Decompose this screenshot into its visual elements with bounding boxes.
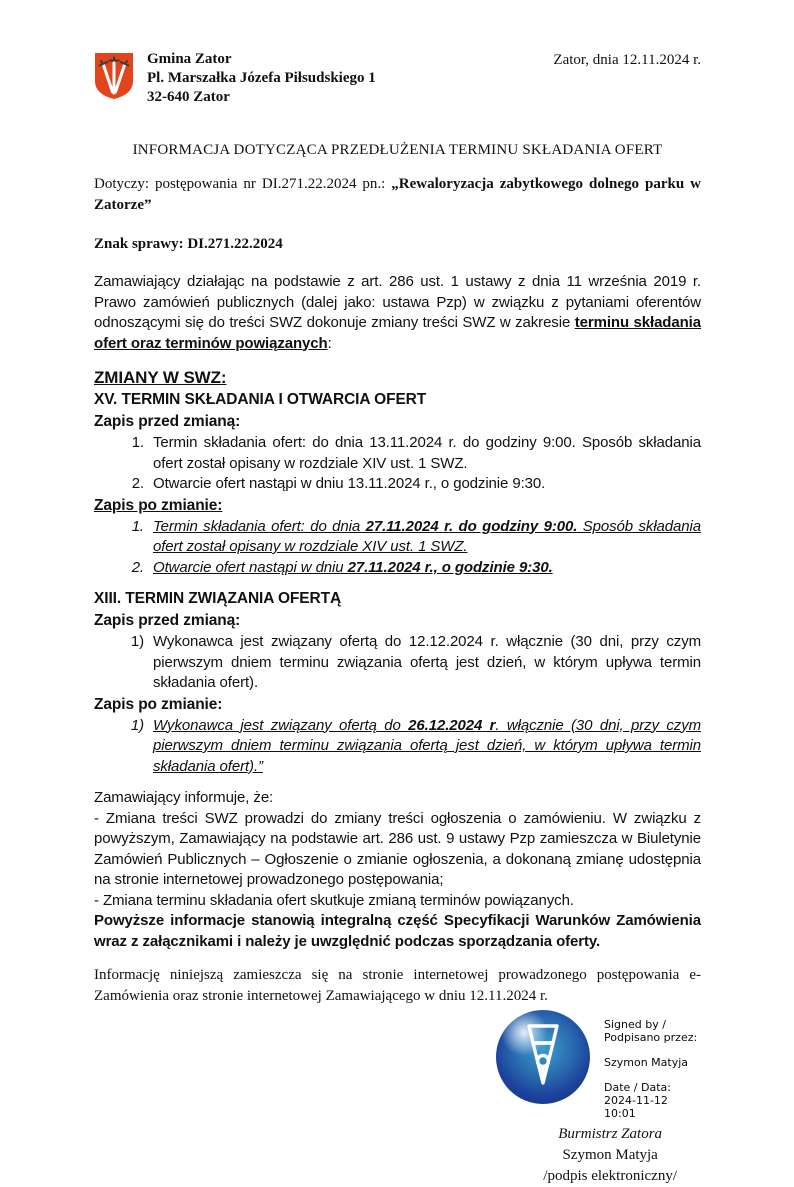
xiii-after-label: Zapis po zmianie: [94,695,223,713]
org-name: Gmina Zator [147,51,232,67]
subject-line [94,174,701,216]
list-item [94,474,701,495]
list-item [94,433,701,474]
item-bold-date: 26.12.2024 r [408,716,496,734]
intro-colon: : [327,334,332,352]
date-line: Zator, dnia 12.11.2024 r. [553,52,701,68]
list-number: 1. [131,517,144,535]
list-text [153,716,701,778]
item-bold-date: 27.11.2024 r. do godziny 9:00. [365,517,578,535]
subject-prefix: Dotyczy: postępowania nr DI.271.22.2024 pn.: [94,176,392,192]
item-text: Otwarcie ofert nastąpi w dniu [153,558,348,576]
electronic-signature-stamp [94,1010,709,1120]
org-address-block [147,50,376,107]
signature-note: /podpis elektroniczny/ [543,1168,677,1184]
signature-block [94,1124,701,1187]
xiii-before-list [94,632,701,694]
stamp-signed-by-pl: Podpisano przez: [604,1031,698,1044]
subject-name: „Rewaloryzacja zabytkowego dolnego parku w Zatorze” [94,176,701,213]
xiii-before-label: Zapis przed zmianą: [94,612,241,629]
stamp-text-block [604,1010,709,1120]
intro-paragraph [94,272,701,354]
stamp-date: 2024-11-12 [604,1094,668,1107]
org-address-line1: Pl. Marszałka Józefa Piłsudskiego 1 [147,70,376,86]
section-xv-heading: XV. TERMIN SKŁADANIA I OTWARCIA OFERT [94,391,427,408]
info-paragraph-1: - Zmiana treści SWZ prowadzi do zmiany treści ogłoszenia o zamówieniu. W związku z powyższym, Zamawiający na podstawie art. 286 ust. 9 ustawy Pzp zamieszcza w Biuletynie Zamówień Publicznych – Ogłoszenie o zmianie ogłoszenia, a dokonaną zmianę udostępnia na stronie internetowej prowadzonego postępowania; [94,809,701,888]
document-title: INFORMACJA DOTYCZĄCA PRZEDŁUŻENIA TERMINU SKŁADANIA OFERT [132,142,663,158]
list-text [153,517,701,558]
xv-after-label: Zapis po zmianie: [94,496,223,514]
signer-name: Szymon Matyja [562,1147,658,1163]
stamp-time: 10:01 [604,1107,636,1120]
case-number: Znak sprawy: DI.271.22.2024 [94,236,283,252]
xv-before-label: Zapis przed zmianą: [94,413,241,430]
pen-nib-icon [496,1010,590,1104]
xv-after-list [94,517,701,579]
info-lead: Zamawiający informuje, że: [94,789,274,806]
closing-paragraph: Informację niniejszą zamieszcza się na stronie internetowej prowadzonego postępowania e-Zamówienia oraz stronie internetowej Zamawiającego w dniu 12.11.2024 r. [94,967,701,1004]
list-item [94,517,701,558]
info-bold-note: Powyższe informacje stanowią integralną część Specyfikacji Warunków Zamówienia wraz z załącznikami i należy je uwzględnić podczas sporządzania oferty. [94,912,701,950]
xv-before-list [94,433,701,495]
list-number: 1) [130,716,144,734]
item-bold-date: 27.11.2024 r., o godzinie 9:30. [347,558,553,576]
list-number: 1) [130,633,144,650]
changes-heading: ZMIANY W SWZ: [94,368,227,387]
section-xiii-heading: XIII. TERMIN ZWIĄZANIA OFERTĄ [94,590,342,607]
item-text: Wykonawca jest związany ofertą do [153,716,409,734]
item-text: Sposób składania ofert został opisany w rozdziale XIV ust. 1 SWZ. [153,517,701,555]
zator-coat-of-arms-icon [94,52,134,100]
intro-emphasis: terminu składania ofert oraz terminów powiązanych [94,314,701,352]
xiii-after-list [94,716,701,778]
stamp-date-label: Date / Data: [604,1081,671,1094]
stamp-signed-by: Signed by / [604,1018,666,1031]
list-number: 1. [131,434,144,451]
letterhead [94,50,701,107]
item-text: . włącznie (30 dni, przy czym pierwszym dniem terminu związania ofertą jest dzień, w którym upływa termin składania ofert).” [153,716,701,775]
stamp-signer-name: Szymon Matyja [604,1056,689,1069]
item-text: Termin składania ofert: do dnia [153,517,366,535]
list-number: 2. [131,475,144,492]
signer-role: Burmistrz Zatora [558,1126,663,1142]
list-text: Termin składania ofert: do dnia 13.11.2024 r. do godziny 9:00. Sposób składania ofert został opisany w rozdziale XIV ust. 1 SWZ. [153,434,701,472]
list-text: Wykonawca jest związany ofertą do 12.12.2024 r. włącznie (30 dni, przy czym pierwszym dniem terminu związania ofertą jest dzień, w którym upływa termin składania ofert). [153,633,701,691]
list-item [94,716,701,778]
org-address-line2: 32-640 Zator [147,89,230,105]
list-item [94,632,701,694]
list-item [94,558,701,579]
list-text: Otwarcie ofert nastąpi w dniu 13.11.2024 r., o godzinie 9:30. [153,475,546,492]
list-text [153,558,701,579]
intro-text: Zamawiający działając na podstawie z art. 286 ust. 1 ustawy z dnia 11 września 2019 r. Prawo zamówień publicznych (dalej jako: ustawa Pzp) w związku z pytaniami oferentów odnoszącymi się do treści SWZ dokonuje zmiany treści SWZ w zakresie [94,273,701,331]
info-paragraph-2: - Zmiana terminu składania ofert skutkuje zmianą terminów powiązanych. [94,891,574,909]
list-number: 2. [131,558,144,576]
